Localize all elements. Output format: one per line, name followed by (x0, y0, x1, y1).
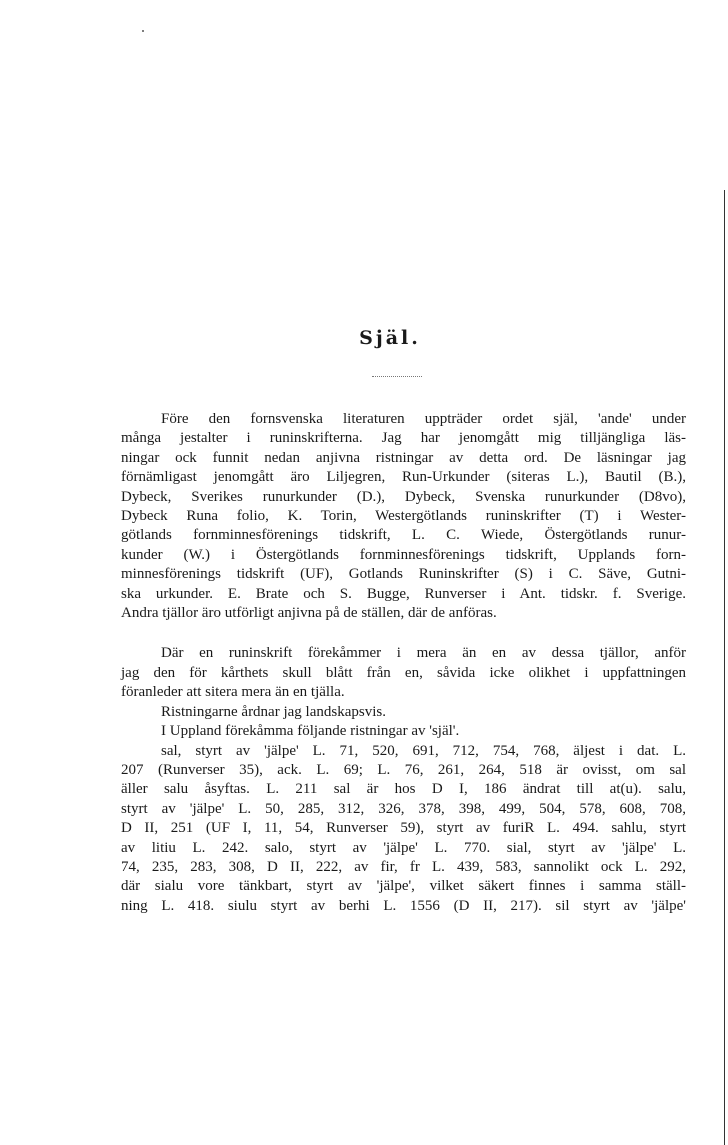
text-line: föranleder att sitera mera än en tjälla. (121, 684, 345, 701)
print-speck (142, 30, 144, 32)
text-line: Dybeck Runa folio, K. Torin, Westergötlands runinskrifter (T) i Wester- (121, 508, 686, 525)
text-line: 74, 235, 283, 308, D II, 222, av fir, fr L. 439, 583, sannolikt ock L. 292, (121, 858, 686, 875)
text-line: ska urkunder. E. Brate och S. Bugge, Runverser i Ant. tidskr. f. Sverige. (121, 585, 686, 602)
text-line: förnämligast jenomgått äro Liljegren, Run-Urkunder (siteras L.), Bautil (B.), (121, 469, 686, 486)
text-line: äller salu åsyftas. L. 211 sal är hos D I, 186 ändrat till at(u). salu, (121, 781, 686, 798)
text-line: ning L. 418. siulu styrt av berhi L. 1556 (D II, 217). sil styrt av 'jälpe' (121, 897, 686, 914)
text-line: Före den fornsvenska literaturen uppträder ordet själ, 'ande' under (161, 411, 686, 427)
text-line: Dybeck, Sverikes runurkunder (D.), Dybeck, Svenska runurkunder (D8vo), (121, 488, 686, 505)
body-text (121, 410, 686, 916)
page-title: Själ. (359, 327, 421, 349)
text-line: minnesförenings tidskrift (UF), Gotlands Runinskrifter (S) i C. Säve, Gutni- (121, 566, 686, 583)
text-line: många jestalter i runinskrifterna. Jag har jenomgått mig tilljängliga läs- (121, 430, 686, 447)
text-line: I Uppland förekåmma följande ristningar av 'själ'. (161, 723, 460, 740)
title-rule (372, 376, 422, 378)
text-line: kunder (W.) i Östergötlands fornminnesförenings tidskrift, Upplands forn- (121, 546, 686, 563)
text-line: sal, styrt av 'jälpe' L. 71, 520, 691, 712, 754, 768, äljest i dat. L. (161, 742, 686, 759)
text-line: Ristningarne årdnar jag landskapsvis. (161, 703, 386, 720)
text-line: jag den för kårthets skull blått från en, såvida icke olikhet i uppfattningen (121, 664, 686, 681)
text-line: D II, 251 (UF I, 11, 54, Runverser 59), styrt av furiR L. 494. sahlu, styrt (121, 820, 686, 837)
text-line: ningar ock funnit nedan anjivna ristningar av detta ord. De läsningar jag (121, 449, 686, 466)
text-line: Andra tjällor äro utförligt anjivna på de ställen, där de anföras. (121, 605, 497, 622)
text-line: styrt av 'jälpe' L. 50, 285, 312, 326, 378, 398, 499, 504, 578, 608, 708, (121, 800, 686, 817)
text-line: Där en runinskrift förekåmmer i mera än en av dessa tjällor, anför (161, 645, 686, 662)
text-line: av litiu L. 242. salo, styrt av 'jälpe' L. 770. sial, styrt av 'jälpe' L. (121, 839, 686, 856)
text-line: där sialu vore tänkbart, styrt av 'jälpe', vilket säkert finnes i samma ställ- (121, 878, 686, 895)
text-line: götlands fornminnesförenings tidskrift, L. C. Wiede, Östergötlands runur- (121, 527, 686, 544)
text-line: 207 (Runverser 35), ack. L. 69; L. 76, 261, 264, 518 är ovisst, om sal (121, 761, 686, 778)
